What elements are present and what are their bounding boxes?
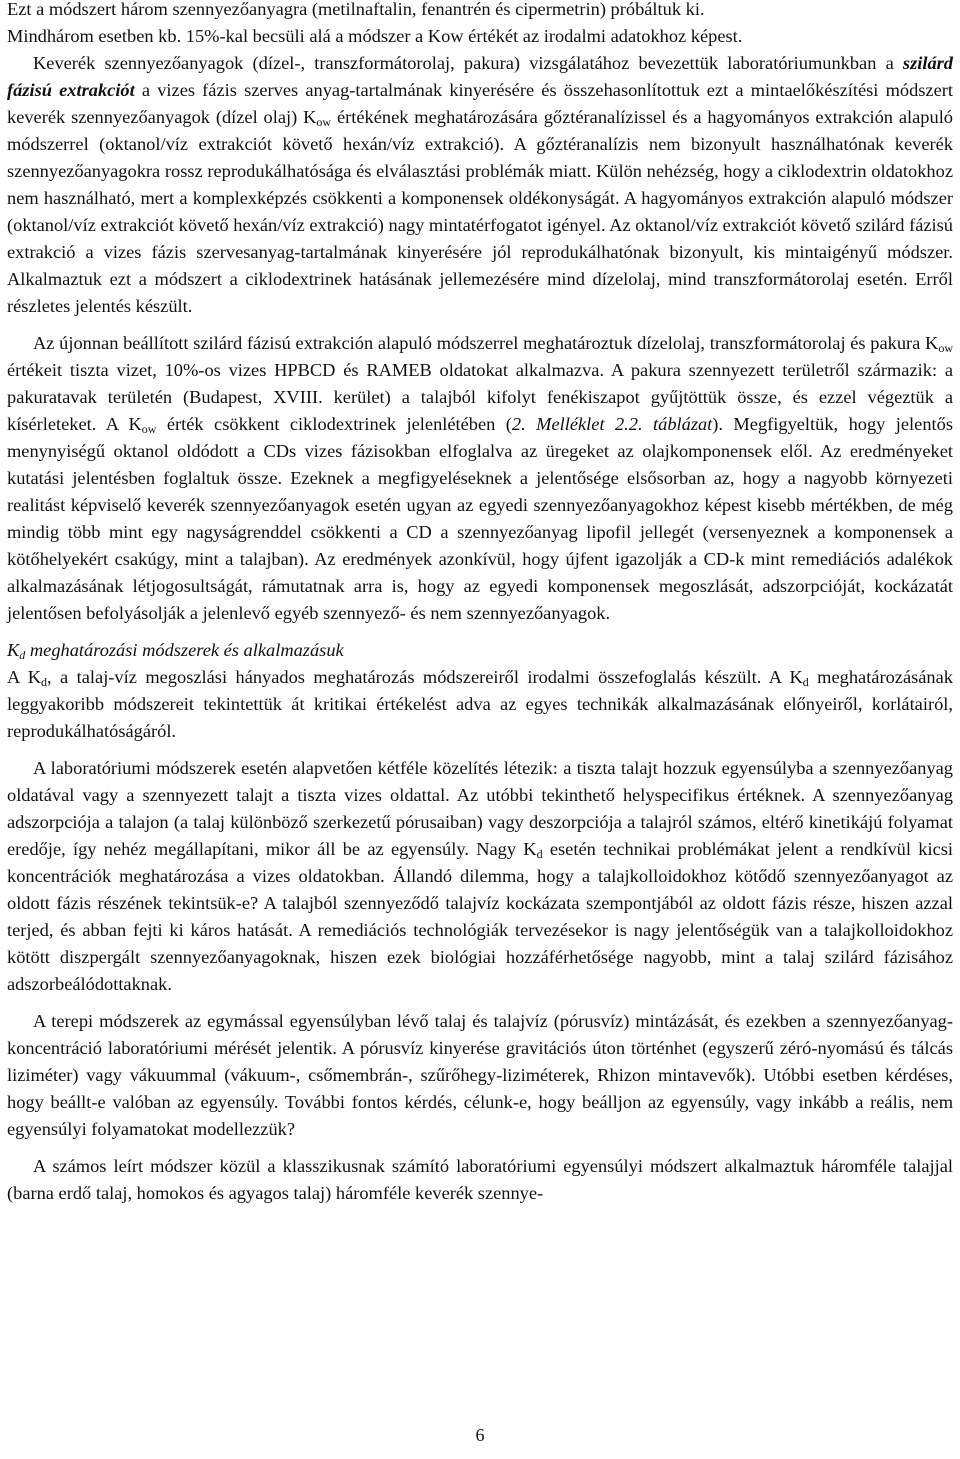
text-line: Mindhárom esetben kb. 15%-kal becsüli alá a módszer a Kow értékét az irodalmi adatokhoz képest. (7, 26, 743, 46)
section-heading (7, 637, 953, 664)
paragraph-classic-method: A számos leírt módszer közül a klasszikusnak számító laboratóriumi egyensúlyi módszert alkalmaztuk háromféle talajjal (barna erdő talaj, homokos és agyagos talaj) háromféle keverék szennye- (7, 1156, 953, 1203)
text-run: érték csökkent ciklodextrinek jelenlétében ( (156, 414, 512, 434)
heading-text: K (7, 640, 20, 660)
page-number: 6 (475, 1425, 485, 1445)
paragraph-lab-methods (7, 755, 953, 998)
text-line: Ezt a módszert három szennyezőanyagra (metilnaftalin, fenantrén és cipermetrin) próbáltuk ki. (7, 0, 705, 19)
text-run: A K (7, 667, 41, 687)
paragraph-field-methods: A terepi módszerek az egymással egyensúlyban lévő talaj és talajvíz (pórusvíz) mintázását, és ezekben a szennyezőanyag-koncentráció laboratóriumi mérését jelentik. A pórusvíz kinyerése gravitációs úton történhet (egyszerű zéró-nyomású és tálcás liziméter) vagy vákuummal (vákuum-, csőmembrán-, szűrőhegy-liziméterek, Rhizon mintavevők). Utóbbi esetben kérdéses, hogy beállt-e valóban az egyensúly. További fontos kérdés, célunk-e, hogy beálljon az egyensúly, vagy inkább a reális, nem egyensúlyi folyamatokat modellezzük? (7, 1011, 953, 1139)
emphasis-text: szilárd fázisú extrakciót (7, 53, 953, 100)
text-run: ). Megfigyeltük, hogy jelentős menynyiségű oktanol oldódott a CDs vizes fázisokban elfoglalva az üregeket az olajkomponensek elől. Az eredményeket kutatási jelentésben foglaltuk össze. Ezeknek a megfigyeléseknek a jelentősége elsősorban az, hogy a nagyobb környezeti realitást képviselő keverék szennyezőanyagok esetén ugyan az egyedi szennyezőanyagokhoz képest kisebb mértékben, de még mindig több mint egy nagyságrenddel csökkenti a CD a szennyezőanyag lipofil jellegét (versenyeznek a komponensek a kötőhelyekért csakúgy, mint a talajban). Az eredmények azonkívül, hogy újfent igazolják a CD-k mint remediációs adalékok alkalmazásának létjogosultságát, rámutatnak arra is, hogy az egyedi komponensek megoszlását, adszorpcióját, kockázatát jelentősen befolyásolják a jelenlevő egyéb szennyező- és nem szennyezőanyagok. (7, 414, 953, 623)
paragraph-intro (7, 0, 953, 50)
text-run: a vizes fázis szerves anyag-tartalmának kinyerésére és összehasonlítottuk ezt a mintaelőkészítési módszert keverék szennyezőanyagok (dízel olaj) K (7, 80, 953, 127)
text-run: Keverék szennyezőanyagok (dízel-, transzformátorolaj, pakura) vizsgálatához bevezettük laboratóriumunkban a (33, 53, 903, 73)
table-reference: 2. Melléklet 2.2. táblázat (511, 414, 713, 434)
text-run: értékeit tiszta vizet, 10%-os vizes HPBCD és RAMEB oldatokat alkalmazva. A pakura szennyezett területről származik: a pakuratavak területén (Budapest, XVIII. kerület) a talajból kifolyt fenékiszapot gyűjtöttük össze, és ezzel végeztük a kísérleteket. A K (7, 360, 953, 434)
paragraph-kow-results (7, 330, 953, 627)
subscript: d (41, 675, 47, 689)
subscript: ow (141, 422, 157, 436)
subscript: d (19, 648, 26, 662)
subscript: ow (316, 115, 332, 129)
text-run: meghatározásának leggyakoribb módszereit tekintettük át kritikai értékelést adva az egyes technikák alkalmazásának előnyeiről, korlátairól, reprodukálhatóságáról. (7, 667, 953, 741)
text-run: Az újonnan beállított szilárd fázisú extrakción alapuló módszerrel meghatároztuk dízelolaj, transzformátorolaj és pakura K (33, 333, 939, 353)
heading-text: meghatározási módszerek és alkalmazásuk (25, 640, 344, 660)
text-run: A laboratóriumi módszerek esetén alapvetően kétféle közelítés létezik: a tiszta talajt hozzuk egyensúlyba a szennyezőanyag oldatával vagy a szennyezett talajt a tiszta vizes oldattal. Az utóbbi tekinthető helyspecifikus értéknek. A szennyezőanyag adszorpciója a talajon (a talaj különböző szerkezetű pórusaiban) vagy deszorpciója a talajról számos, eltérő kinetikájú folyamat eredője, így nehéz megállapítani, mikor áll be az egyensúly. Nagy K (7, 758, 953, 859)
text-run: értékének meghatározására gőztéranalízissel és a hagyományos extrakción alapuló módszerrel (oktanol/víz extrakciót követő hexán/víz extrakció). A gőztéranalízis nem bizonyult használhatónak keverék szennyezőanyagokra rossz reprodukálhatósága és elválasztási problémák miatt. Külön nehézség, hogy a ciklodextrin oldatokhoz nem használható, mert a komplexképzés csökkenti a komponensek oldékonyságát. A hagyományos extrakción alapuló módszer (oktanol/víz extrakciót követő hexán/víz extrakció) nagy mintatérfogatot igényel. Az oktanol/víz extrakciót követő szilárd fázisú extrakció a vizes fázis szervesanyag-tartalmának kinyerésére jól reprodukálhatónak bizonyult, kis mintaigényű módszer. Alkalmaztuk ezt a módszert a ciklodextrinek hatásának jellemezésére mind dízelolaj, mind transzformátorolaj esetén. Erről részletes jelentés készült. (7, 107, 953, 316)
paragraph-mixture-pollutants (7, 50, 953, 320)
subscript: ow (938, 341, 953, 355)
text-run: esetén technikai problémákat jelent a rendkívül kicsi koncentrációk meghatározása a vizes oldatokban. Állandó dilemma, hogy a talajkolloidokhoz kötődő szennyezőanyagot az oldott fázis részének tekintsük-e? A talajból szennyeződő talajvíz kockázata szempontjából az oldott fázis része, hiszen azzal terjed, és abban fejti ki káros hatását. A remediációs technológiák tervezésekor is nagy jelentőségük van a talajkolloidokhoz kötött diszpergált szennyezőanyagoknak, hiszen ezek biológiai hozzáférhetősége nagyobb, mint a talaj szilárd fázisához adszorbeálódottaknak. (7, 839, 953, 994)
subscript: d (536, 847, 543, 861)
text-run: , a talaj-víz megoszlási hányados meghatározás módszereiről irodalmi összefoglalás készült. A K (47, 667, 803, 687)
paragraph-kd-summary (7, 664, 953, 745)
subscript: d (802, 675, 809, 689)
